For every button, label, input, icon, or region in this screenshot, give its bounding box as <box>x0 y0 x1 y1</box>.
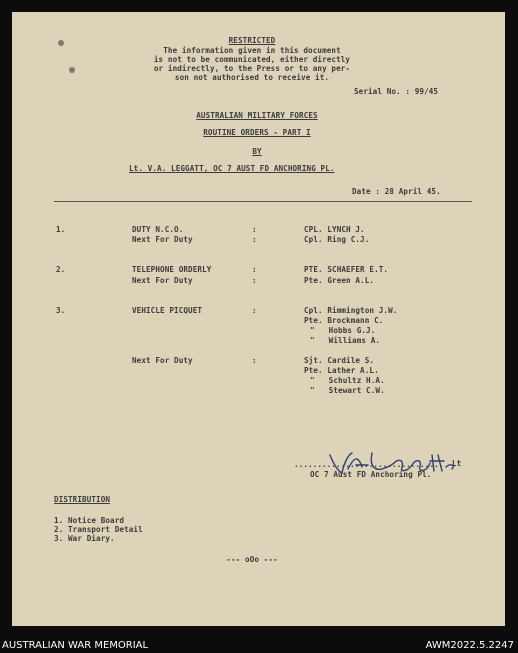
duty-name: " Hobbs G.J. <box>310 326 376 335</box>
divider <box>54 201 472 202</box>
signature-dots: ................................ <box>294 460 444 469</box>
separator: : <box>252 356 257 365</box>
duty-label: Next For Duty <box>132 235 193 244</box>
footer-right: AWM2022.5.2247 <box>425 640 514 651</box>
separator: : <box>252 265 257 274</box>
duty-name: Cpl. Ring C.J. <box>304 235 370 244</box>
notice-line: The information given in this document <box>163 46 341 55</box>
separator: : <box>252 306 257 315</box>
duty-label: TELEPHONE ORDERLY <box>132 265 212 274</box>
duty-label: VEHICLE PICQUET <box>132 306 203 315</box>
distribution-item: 1. Notice Board <box>54 516 125 525</box>
duty-name: Sjt. Cardile S. <box>304 356 375 365</box>
duty-name: Pte. Lather A.L. <box>304 366 379 375</box>
separator: : <box>252 235 257 244</box>
duty-label: Next For Duty <box>132 276 193 285</box>
signature-unit: OC 7 Aust FD Anchoring Pl. <box>310 470 432 479</box>
classification-heading: RESTRICTED <box>228 36 276 45</box>
item-number: 3. <box>56 306 66 315</box>
duty-name: " Williams A. <box>310 336 381 345</box>
order-date: Date : 28 April 45. <box>352 187 441 196</box>
force-heading: AUSTRALIAN MILITARY FORCES <box>196 111 318 120</box>
duty-name: Pte. Brockmann C. <box>304 316 384 325</box>
separator: : <box>252 225 257 234</box>
notice-line: is not to be communicated, either directly <box>153 55 351 64</box>
distribution-item: 2. Transport Detail <box>54 525 143 534</box>
signature-rank: Lt <box>452 459 462 468</box>
notice-line: son not authorised to receive it. <box>174 73 330 82</box>
duty-name: " Stewart C.W. <box>310 386 385 395</box>
item-number: 1. <box>56 225 66 234</box>
by-heading: BY <box>252 147 262 156</box>
duty-name: Pte. Green A.L. <box>304 276 375 285</box>
duty-label: DUTY N.C.O. <box>132 225 184 234</box>
orders-heading: ROUTINE ORDERS - PART I <box>203 128 311 137</box>
duty-name: PTE. SCHAEFER E.T. <box>304 265 389 274</box>
distribution-item: 3. War Diary. <box>54 534 115 543</box>
signature-text: V A Leggatt <box>330 483 337 484</box>
punch-hole <box>58 40 64 46</box>
item-number: 2. <box>56 265 66 274</box>
officer-heading: Lt. V.A. LEGGATT, OC 7 AUST FD ANCHORING PL. <box>129 164 335 173</box>
notice-line: or indirectly, to the Press or to any per- <box>153 64 351 73</box>
footer-left: AUSTRALIAN WAR MEMORIAL <box>2 640 149 651</box>
duty-name: " Schultz H.A. <box>310 376 385 385</box>
punch-hole <box>69 67 75 73</box>
duty-name: Cpl. Rimmington J.W. <box>304 306 398 315</box>
serial-number: Serial No. : 99/45 <box>354 87 439 96</box>
end-mark: --- oOo --- <box>226 555 278 564</box>
duty-label: Next For Duty <box>132 356 193 365</box>
duty-name: CPL. LYNCH J. <box>304 225 365 234</box>
distribution-heading: DISTRIBUTION <box>54 495 111 504</box>
separator: : <box>252 276 257 285</box>
document-page <box>12 12 505 626</box>
